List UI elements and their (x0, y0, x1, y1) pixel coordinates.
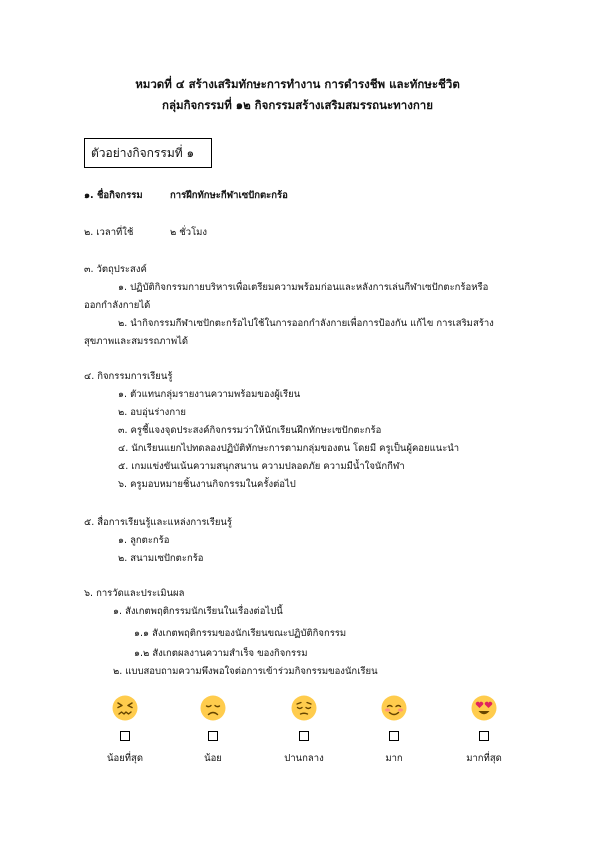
s2-value: ๒ ชั่วโมง (170, 227, 208, 238)
s4-item: ๒. อบอุ่นร่างกาย (118, 407, 186, 418)
page-header-line2: กลุ่มกิจกรรมที่ ๑๒ กิจกรรมสร้างเสริมสมรรถนะทางกาย (162, 98, 433, 112)
s4-item: ๓. ครูชี้แจงจุดประสงค์กิจกรรมว่าให้นักเรียนฝึกทักษะเซปักตะกร้อ (118, 425, 382, 436)
rating-label-least: น้อยที่สุด (107, 753, 143, 764)
rating-label-medium: ปานกลาง (284, 753, 324, 764)
s4-item: ๑. ตัวแทนกลุ่มรายงานความพร้อมของผู้เรียน (118, 389, 301, 400)
rating-checkbox-most[interactable] (479, 731, 489, 741)
s6-item-1-2: ๑.๒ สังเกตผลงานความสำเร็จ ของกิจกรรม (134, 648, 308, 659)
s3-p2b: สุขภาพและสมรรถภาพได้ (84, 336, 189, 347)
s4-title: ๔. กิจกรรมการเรียนรู้ (84, 371, 173, 382)
s3-p1a: ๑. ปฏิบัติกิจกรรมกายบริหารเพื่อเตรียมความพร้อมก่อนและหลังการเล่นกีฬาเซปักตะกร้อหรือ (118, 282, 489, 293)
pensive-face-icon (291, 695, 317, 721)
s1-value: การฝึกทักษะกีฬาเซปักตะกร้อ (170, 190, 288, 201)
s4-item: ๔. นักเรียนแยกไปทดลองปฏิบัติทักษะการตามกลุ่มของตน โดยมี ครูเป็นผู้คอยแนะนำ (118, 443, 460, 454)
s6-title: ๖. การวัดและประเมินผล (84, 588, 185, 599)
confounded-face-icon (112, 695, 138, 721)
rating-checkbox-medium[interactable] (299, 731, 309, 741)
s3-p2a: ๒. นำกิจกรรมกีฬาเซปักตะกร้อไปใช้ในการออกกำลังกายเพื่อการป้องกัน แก้ไข การเสริมสร้าง (118, 318, 494, 329)
heart-eyes-face-icon (471, 695, 497, 721)
s4-item: ๕. เกมแข่งขันเน้นความสนุกสนาน ความปลอดภัย ความมีน้ำใจนักกีฬา (118, 461, 405, 472)
page-header-line1: หมวดที่ ๔ สร้างเสริมทักษะการทำงาน การดำรงชีพ และทักษะชีวิต (135, 77, 460, 91)
rating-label-most: มากที่สุด (466, 753, 502, 764)
s3-title: ๓. วัตถุประสงค์ (84, 264, 147, 275)
s2-label: ๒. เวลาที่ใช้ (84, 227, 134, 238)
s5-item: ๒. สนามเซปักตะกร้อ (118, 553, 204, 564)
s6-item-2: ๒. แบบสอบถามความพึงพอใจต่อการเข้าร่วมกิจกรรมของนักเรียน (113, 666, 378, 677)
s6-item-1-1: ๑.๑ สังเกตพฤติกรรมของนักเรียนขณะปฏิบัติกิจกรรม (134, 628, 347, 639)
s1-label: ๑. ชื่อกิจกรรม (84, 190, 143, 201)
rating-label-low: น้อย (204, 753, 222, 764)
s5-item: ๑. ลูกตะกร้อ (118, 535, 170, 546)
example-activity-box: ตัวอย่างกิจกรรมที่ ๑ (84, 138, 212, 168)
rating-label-high: มาก (385, 753, 403, 764)
rating-checkbox-least[interactable] (120, 731, 130, 741)
s4-item: ๖. ครูมอบหมายชิ้นงานกิจกรรมในครั้งต่อไป (118, 479, 296, 490)
s6-item-1: ๑. สังเกตพฤติกรรมนักเรียนในเรื่องต่อไปนี้ (113, 606, 283, 617)
rating-checkbox-low[interactable] (208, 731, 218, 741)
smiling-blush-face-icon (381, 695, 407, 721)
rating-checkbox-high[interactable] (389, 731, 399, 741)
disappointed-face-icon (200, 695, 226, 721)
s5-title: ๕. สื่อการเรียนรู้และแหล่งการเรียนรู้ (84, 517, 233, 528)
s3-p1b: ออกกำลังกายได้ (84, 300, 151, 311)
